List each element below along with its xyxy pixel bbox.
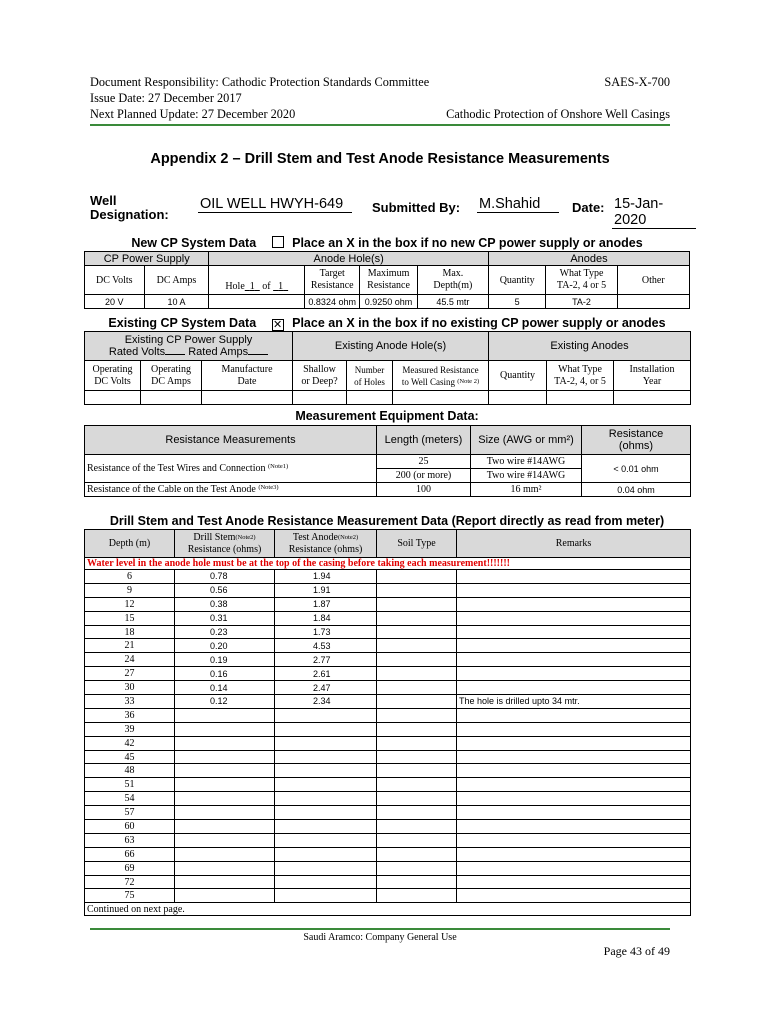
col-ex-type-line1: What Type (558, 363, 602, 375)
existing-cell[interactable] (141, 391, 202, 405)
drill-cell-anode[interactable]: 2.77 (275, 653, 377, 667)
existing-cp-table (84, 331, 691, 405)
cable-size[interactable]: 16 mm² (471, 483, 582, 497)
drill-cell-depth: 42 (85, 736, 175, 750)
col-depth: Depth (m) (85, 530, 175, 558)
drill-table (84, 529, 691, 916)
col-target-line2: Resistance (310, 280, 354, 291)
drill-cell-anode[interactable]: 2.34 (275, 695, 377, 709)
warning-row (85, 558, 691, 570)
existing-cell[interactable] (293, 391, 347, 405)
page-title: Appendix 2 – Drill Stem and Test Anode Resistance Measurements (150, 151, 610, 167)
drill-cell-anode[interactable] (275, 736, 377, 750)
drill-cell-stem[interactable] (175, 861, 275, 875)
drill-cell-stem[interactable] (175, 889, 275, 903)
well-label-line2: Designation: (90, 207, 169, 222)
drill-cell-stem[interactable]: 0.23 (175, 625, 275, 639)
drill-cell-anode[interactable]: 1.94 (275, 570, 377, 584)
wires-size-a[interactable]: Two wire #14AWG (471, 455, 582, 469)
existing-cp-heading (84, 316, 690, 331)
new-cp-heading (84, 236, 690, 250)
col-op-amps-line1: Operating (151, 363, 191, 375)
existing-anode-holes-header: Existing Anode Hole(s) (293, 332, 489, 361)
rated-amps-blank[interactable] (248, 354, 268, 355)
drill-cell-depth: 75 (85, 889, 175, 903)
drill-cell-stem[interactable] (175, 792, 275, 806)
existing-power-supply-header (85, 332, 293, 361)
col-target-resistance (305, 266, 360, 295)
wires-length-a[interactable]: 25 (377, 455, 471, 469)
existing-cp-group-row (85, 332, 691, 361)
drill-cell-remarks[interactable] (457, 625, 691, 639)
col-anode-line2: Resistance (ohms) (288, 543, 363, 555)
col-op-volts-line2: DC Volts (94, 375, 131, 387)
new-cp-hole[interactable] (209, 295, 305, 309)
equipment-header-row (85, 426, 691, 455)
drill-cell-depth: 45 (85, 750, 175, 764)
drill-cell-remarks[interactable] (457, 875, 691, 889)
col-max-depth-line2: Depth(m) (433, 280, 473, 291)
existing-cp-column-row (85, 361, 691, 391)
drill-cell-depth: 27 (85, 667, 175, 681)
drill-cell-soil[interactable] (377, 750, 457, 764)
new-cp-dc-volts[interactable]: 20 V (85, 295, 145, 309)
col-size: Size (AWG or mm²) (471, 426, 582, 455)
drill-cell-depth: 12 (85, 597, 175, 611)
new-cp-column-row (85, 266, 690, 295)
existing-cp-instruction: Place an X in the box if no existing CP power supply or anodes (292, 316, 666, 330)
hole-total[interactable]: 1 (278, 281, 284, 292)
table-row (85, 875, 691, 889)
col-installation-year (614, 361, 691, 391)
col-anode-line1: Test Anode (292, 531, 338, 543)
drill-cell-anode[interactable] (275, 806, 377, 820)
table-row (85, 833, 691, 847)
drill-cell-soil[interactable] (377, 806, 457, 820)
drill-cell-soil[interactable] (377, 653, 457, 667)
drill-cell-soil[interactable] (377, 820, 457, 834)
drill-cell-depth: 24 (85, 653, 175, 667)
col-op-volts-line1: Operating (92, 363, 133, 375)
drill-cell-soil[interactable] (377, 847, 457, 861)
next-update: Next Planned Update: 27 December 2020 (90, 107, 296, 121)
equipment-table (84, 425, 691, 497)
drill-cell-remarks[interactable] (457, 764, 691, 778)
footer-rule (90, 928, 670, 930)
col-shallow-deep (293, 361, 347, 391)
drill-cell-depth: 36 (85, 708, 175, 722)
doc-subject: Cathodic Protection of Onshore Well Casings (446, 107, 670, 121)
col-max-depth-line1: Max. (442, 268, 464, 279)
table-row (85, 820, 691, 834)
rated-volts-label: Rated Volts (108, 346, 166, 358)
col-anode-note: (Note2) (337, 533, 359, 541)
col-type-line1: What Type (559, 268, 604, 279)
existing-cp-checkbox[interactable]: ✕ (273, 319, 283, 331)
col-op-dc-amps (141, 361, 202, 391)
drill-cell-depth: 15 (85, 611, 175, 625)
col-max-depth (417, 266, 488, 295)
drill-cell-depth: 21 (85, 639, 175, 653)
existing-anodes-header: Existing Anodes (489, 332, 691, 361)
new-cp-target[interactable]: 0.8324 ohm (305, 295, 360, 309)
drill-cell-anode[interactable] (275, 833, 377, 847)
doc-number: SAES-X-700 (604, 75, 670, 89)
drill-cell-anode[interactable] (275, 764, 377, 778)
drill-cell-soil[interactable] (377, 583, 457, 597)
drill-cell-soil[interactable] (377, 639, 457, 653)
col-stem-line1: Drill Stem (193, 531, 236, 543)
drill-cell-depth: 6 (85, 570, 175, 584)
col-shallow-line1: Shallow (303, 363, 336, 375)
new-cp-type[interactable]: TA-2 (546, 295, 617, 309)
existing-cell[interactable] (85, 391, 141, 405)
test-wires-label (85, 455, 377, 483)
well-label-line1: Well (90, 193, 117, 208)
drill-cell-soil[interactable] (377, 861, 457, 875)
existing-power-title: Existing CP Power Supply (124, 334, 253, 346)
continued-note: Continued on next page. (85, 903, 691, 916)
drill-cell-depth: 60 (85, 820, 175, 834)
drill-header-row (85, 530, 691, 558)
drill-cell-depth: 69 (85, 861, 175, 875)
anodes-header: Anodes (488, 252, 689, 266)
footer-classification: Saudi Aramco: Company General Use (303, 932, 457, 943)
table-row (85, 792, 691, 806)
new-cp-group-row (85, 252, 690, 266)
drill-cell-soil[interactable] (377, 792, 457, 806)
hole-of-label: of (262, 281, 271, 292)
drill-cell-depth: 54 (85, 792, 175, 806)
drill-cell-anode[interactable] (275, 861, 377, 875)
drill-cell-depth: 51 (85, 778, 175, 792)
new-cp-title: New CP System Data (131, 236, 257, 250)
drill-cell-remarks[interactable] (457, 570, 691, 584)
new-cp-other[interactable] (617, 295, 689, 309)
wires-size-b[interactable]: Two wire #14AWG (471, 469, 582, 483)
drill-cell-soil[interactable] (377, 681, 457, 695)
drill-cell-anode[interactable] (275, 820, 377, 834)
date-label: Date: (572, 200, 605, 215)
drill-cell-stem[interactable]: 0.20 (175, 639, 275, 653)
drill-cell-remarks[interactable] (457, 597, 691, 611)
col-target-line1: Target (319, 268, 345, 279)
table-row (85, 695, 691, 709)
col-stem-note: (Note2) (235, 533, 256, 541)
table-row (85, 570, 691, 584)
drill-cell-anode[interactable]: 4.53 (275, 639, 377, 653)
drill-cell-remarks[interactable] (457, 792, 691, 806)
drill-cell-remarks[interactable] (457, 806, 691, 820)
well-info (90, 194, 700, 226)
col-shallow-line2: or Deep? (301, 375, 338, 387)
drill-cell-depth: 63 (85, 833, 175, 847)
table-row (85, 736, 691, 750)
drill-cell-stem[interactable]: 0.38 (175, 597, 275, 611)
drill-cell-stem[interactable] (175, 806, 275, 820)
drill-heading: Drill Stem and Test Anode Resistance Measurement Data (Report directly as read from meter) (109, 514, 665, 528)
existing-cell[interactable] (489, 391, 547, 405)
table-row (85, 597, 691, 611)
doc-responsibility: Document Responsibility: Cathodic Protection Standards Committee (90, 75, 430, 89)
drill-cell-anode[interactable] (275, 847, 377, 861)
drill-cell-remarks[interactable] (457, 708, 691, 722)
new-cp-max-depth[interactable]: 45.5 mtr (417, 295, 488, 309)
drill-cell-anode[interactable] (275, 750, 377, 764)
drill-cell-stem[interactable]: 0.56 (175, 583, 275, 597)
drill-cell-soil[interactable] (377, 570, 457, 584)
col-mfg-line1: Manufacture (221, 363, 273, 375)
new-cp-data-row (85, 295, 690, 309)
drill-cell-depth: 48 (85, 764, 175, 778)
existing-cell[interactable] (347, 391, 393, 405)
drill-cell-anode[interactable]: 1.87 (275, 597, 377, 611)
col-number-holes (347, 361, 393, 391)
drill-cell-stem[interactable]: 0.14 (175, 681, 275, 695)
drill-cell-soil[interactable] (377, 611, 457, 625)
drill-cell-stem[interactable] (175, 778, 275, 792)
header-rule (90, 124, 670, 126)
drill-cell-soil[interactable] (377, 764, 457, 778)
drill-cell-remarks[interactable] (457, 847, 691, 861)
table-row (85, 889, 691, 903)
drill-cell-remarks[interactable] (457, 583, 691, 597)
col-num-line2: of Holes (354, 376, 385, 387)
cable-note: (Note3) (258, 484, 279, 491)
existing-cp-data-row (85, 391, 691, 405)
drill-cell-depth: 66 (85, 847, 175, 861)
drill-cell-anode[interactable] (275, 792, 377, 806)
table-row (85, 681, 691, 695)
hole-number[interactable]: 1 (249, 281, 255, 292)
drill-cell-depth: 72 (85, 875, 175, 889)
col-res-line1: Resistance (608, 428, 664, 440)
drill-cell-remarks[interactable] (457, 653, 691, 667)
drill-cell-soil[interactable] (377, 597, 457, 611)
drill-cell-soil[interactable] (377, 722, 457, 736)
col-remarks: Remarks (457, 530, 691, 558)
table-row (85, 583, 691, 597)
table-row (85, 778, 691, 792)
submitted-by-label: Submitted By: (372, 200, 461, 215)
col-dc-volts: DC Volts (85, 266, 145, 295)
table-row (85, 653, 691, 667)
drill-cell-remarks[interactable]: The hole is drilled upto 34 mtr. (457, 695, 691, 709)
col-meas-note: (Note 2) (457, 377, 480, 385)
drill-cell-remarks[interactable] (457, 639, 691, 653)
rated-volts-blank[interactable] (165, 354, 185, 355)
col-soil-type: Soil Type (377, 530, 457, 558)
existing-cell[interactable] (614, 391, 691, 405)
drill-cell-anode[interactable]: 1.73 (275, 625, 377, 639)
date-value[interactable]: 15-Jan-2020 (612, 196, 696, 229)
page-number: Page 43 of 49 (603, 944, 670, 958)
col-stem-line2: Resistance (ohms) (187, 543, 262, 555)
drill-cell-anode[interactable]: 1.84 (275, 611, 377, 625)
table-row (85, 750, 691, 764)
drill-cell-depth: 39 (85, 722, 175, 736)
drill-cell-remarks[interactable] (457, 889, 691, 903)
drill-cell-remarks[interactable] (457, 750, 691, 764)
col-measured-resistance (393, 361, 489, 391)
col-resistance-ohms (582, 426, 691, 455)
drill-cell-stem[interactable]: 0.16 (175, 667, 275, 681)
table-row (85, 667, 691, 681)
well-designation-value[interactable]: OIL WELL HWYH-649 (198, 196, 352, 213)
drill-cell-anode[interactable]: 2.47 (275, 681, 377, 695)
cable-resistance[interactable]: 0.04 ohm (582, 483, 691, 497)
drill-cell-stem[interactable] (175, 875, 275, 889)
col-max-res-line1: Maximum (367, 268, 410, 279)
col-install-line2: Year (642, 375, 662, 387)
drill-cell-soil[interactable] (377, 667, 457, 681)
drill-cell-depth: 9 (85, 583, 175, 597)
drill-cell-soil[interactable] (377, 875, 457, 889)
col-anode-type (546, 266, 617, 295)
col-manufacture-date (202, 361, 293, 391)
existing-cell[interactable] (393, 391, 489, 405)
drill-cell-depth: 33 (85, 695, 175, 709)
col-hole (209, 266, 305, 295)
submitted-by-value[interactable]: M.Shahid (477, 196, 559, 213)
rated-amps-label: Rated Amps (188, 346, 249, 358)
table-row (85, 764, 691, 778)
drill-cell-depth: 57 (85, 806, 175, 820)
new-cp-max-res[interactable]: 0.9250 ohm (360, 295, 417, 309)
new-cp-instruction: Place an X in the box if no new CP power supply or anodes (292, 236, 643, 250)
wires-length-b[interactable]: 200 (or more) (377, 469, 471, 483)
col-op-dc-volts (85, 361, 141, 391)
col-test-anode (275, 530, 377, 558)
col-meas-line1: Measured Resistance (402, 364, 479, 375)
drill-cell-soil[interactable] (377, 778, 457, 792)
equipment-row-wires-a (85, 455, 691, 469)
test-wires-text: Resistance of the Test Wires and Connection (87, 463, 266, 474)
table-row (85, 639, 691, 653)
equipment-row-cable (85, 483, 691, 497)
table-row (85, 708, 691, 722)
drill-cell-soil[interactable] (377, 736, 457, 750)
col-meas-line2: to Well Casing (401, 376, 456, 387)
col-install-line1: Installation (629, 363, 675, 375)
col-quantity: Quantity (488, 266, 545, 295)
hole-label: Hole (225, 281, 245, 292)
continued-row (85, 903, 691, 916)
drill-cell-stem[interactable] (175, 736, 275, 750)
issue-date: Issue Date: 27 December 2017 (90, 91, 242, 105)
existing-cp-title: Existing CP System Data (108, 316, 257, 330)
col-num-line1: Number (354, 364, 385, 375)
drill-cell-soil[interactable] (377, 833, 457, 847)
table-row (85, 847, 691, 861)
drill-cell-anode[interactable]: 1.91 (275, 583, 377, 597)
new-cp-table (84, 251, 690, 309)
drill-cell-stem[interactable] (175, 820, 275, 834)
drill-cell-soil[interactable] (377, 708, 457, 722)
drill-cell-stem[interactable]: 0.78 (175, 570, 275, 584)
drill-cell-remarks[interactable] (457, 861, 691, 875)
drill-cell-soil[interactable] (377, 695, 457, 709)
drill-cell-remarks[interactable] (457, 722, 691, 736)
drill-cell-remarks[interactable] (457, 833, 691, 847)
drill-cell-anode[interactable]: 2.61 (275, 667, 377, 681)
drill-cell-soil[interactable] (377, 889, 457, 903)
running-header (90, 74, 670, 122)
drill-cell-anode[interactable] (275, 722, 377, 736)
col-other: Other (617, 266, 689, 295)
col-op-amps-line2: DC Amps (151, 375, 191, 387)
col-existing-type (547, 361, 614, 391)
drill-cell-remarks[interactable] (457, 611, 691, 625)
drill-cell-anode[interactable] (275, 708, 377, 722)
test-wires-note: (Note1) (268, 463, 289, 470)
cable-text: Resistance of the Cable on the Test Anode (87, 484, 256, 495)
col-ex-type-line2: TA-2, 4, or 5 (554, 375, 606, 387)
drill-cell-stem[interactable] (175, 764, 275, 778)
table-row (85, 861, 691, 875)
drill-cell-remarks[interactable] (457, 681, 691, 695)
col-type-line2: TA-2, 4 or 5 (556, 280, 607, 291)
cp-power-supply-header: CP Power Supply (85, 252, 209, 266)
well-designation-label (90, 194, 169, 222)
drill-cell-soil[interactable] (377, 625, 457, 639)
drill-cell-depth: 18 (85, 625, 175, 639)
col-res-line2: (ohms) (618, 440, 654, 452)
table-row (85, 722, 691, 736)
drill-cell-anode[interactable] (275, 889, 377, 903)
col-max-resistance (360, 266, 417, 295)
new-cp-dc-amps[interactable]: 10 A (144, 295, 209, 309)
drill-cell-remarks[interactable] (457, 778, 691, 792)
drill-cell-remarks[interactable] (457, 820, 691, 834)
col-max-res-line2: Resistance (367, 280, 410, 291)
drill-cell-remarks[interactable] (457, 667, 691, 681)
col-existing-quantity: Quantity (489, 361, 547, 391)
cable-label (85, 483, 377, 497)
wires-resistance[interactable]: < 0.01 ohm (582, 455, 691, 483)
drill-cell-stem[interactable]: 0.19 (175, 653, 275, 667)
anode-holes-header: Anode Hole(s) (209, 252, 489, 266)
table-row (85, 806, 691, 820)
drill-cell-depth: 30 (85, 681, 175, 695)
existing-cell[interactable] (547, 391, 614, 405)
drill-cell-remarks[interactable] (457, 736, 691, 750)
new-cp-checkbox[interactable] (272, 236, 284, 248)
drill-cell-stem[interactable] (175, 708, 275, 722)
equipment-heading: Measurement Equipment Data: (295, 409, 479, 423)
water-level-warning: Water level in the anode hole must be at the top of the casing before taking each measurement!!!!!!! (85, 558, 691, 570)
drill-cell-stem[interactable] (175, 722, 275, 736)
col-resistance-measurements: Resistance Measurements (85, 426, 377, 455)
drill-cell-stem[interactable] (175, 847, 275, 861)
existing-cell[interactable] (202, 391, 293, 405)
drill-cell-stem[interactable]: 0.31 (175, 611, 275, 625)
table-row (85, 611, 691, 625)
table-row (85, 625, 691, 639)
drill-cell-anode[interactable] (275, 778, 377, 792)
new-cp-quantity[interactable]: 5 (488, 295, 545, 309)
cable-length[interactable]: 100 (377, 483, 471, 497)
drill-cell-stem[interactable]: 0.12 (175, 695, 275, 709)
col-length: Length (meters) (377, 426, 471, 455)
drill-cell-anode[interactable] (275, 875, 377, 889)
col-mfg-line2: Date (237, 375, 257, 387)
drill-cell-stem[interactable] (175, 750, 275, 764)
col-dc-amps: DC Amps (144, 266, 209, 295)
col-drill-stem (175, 530, 275, 558)
drill-cell-stem[interactable] (175, 833, 275, 847)
